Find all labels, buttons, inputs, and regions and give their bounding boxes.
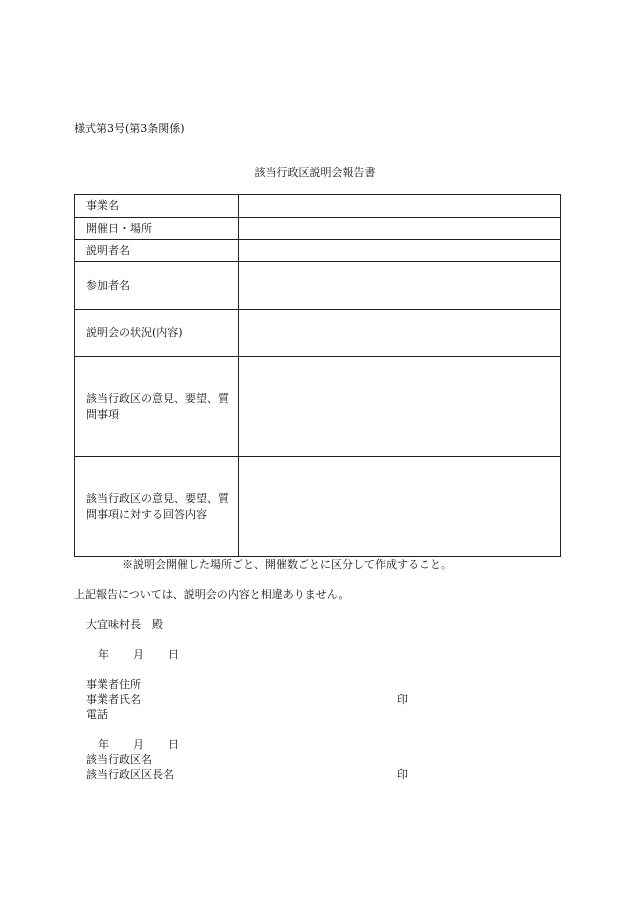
date-line-business <box>98 647 179 663</box>
table-row <box>75 240 561 262</box>
row-label-participants: 参加者名 <box>75 262 239 310</box>
form-number: 様式第3号(第3条関係) <box>74 122 185 135</box>
year-label: 年 <box>98 738 109 751</box>
business-name-label: 事業者氏名 <box>86 693 141 706</box>
row-value-participants[interactable] <box>239 262 561 310</box>
row-value-meeting-status[interactable] <box>239 310 561 357</box>
table-row <box>75 457 561 557</box>
business-address-label: 事業者住所 <box>86 678 141 691</box>
business-seal-mark: 印 <box>397 693 408 706</box>
table-row <box>75 310 561 357</box>
year-label: 年 <box>98 648 109 661</box>
date-line-district <box>98 737 179 753</box>
day-label: 日 <box>168 648 179 661</box>
addressee: 大宜味村長 殿 <box>86 618 163 631</box>
row-label-district-opinions: 該当行政区の意見、要望、質問事項 <box>75 357 239 457</box>
district-seal-mark: 印 <box>397 768 408 781</box>
row-label-project-name: 事業名 <box>75 195 239 218</box>
month-label: 月 <box>133 648 144 661</box>
table-row <box>75 218 561 240</box>
row-label-responses: 該当行政区の意見、要望、質問事項に対する回答内容 <box>75 457 239 557</box>
business-phone-label: 電話 <box>86 708 108 721</box>
district-chief-label: 該当行政区区長名 <box>86 768 174 781</box>
document-title: 該当行政区説明会報告書 <box>254 166 376 179</box>
row-label-presenter: 説明者名 <box>75 240 239 262</box>
district-name-label: 該当行政区名 <box>86 753 152 766</box>
table-row <box>75 262 561 310</box>
row-value-presenter[interactable] <box>239 240 561 262</box>
row-label-meeting-status: 説明会の状況(内容) <box>75 310 239 357</box>
day-label: 日 <box>168 738 179 751</box>
month-label: 月 <box>133 738 144 751</box>
report-table <box>74 194 561 557</box>
table-row <box>75 357 561 457</box>
row-value-district-opinions[interactable] <box>239 357 561 457</box>
confirmation-statement: 上記報告については、説明会の内容と相違ありません。 <box>74 588 350 601</box>
table-note: ※説明会開催した場所ごと、開催数ごとに区分して作成すること。 <box>122 558 452 571</box>
table-row <box>75 195 561 218</box>
row-value-responses[interactable] <box>239 457 561 557</box>
row-value-project-name[interactable] <box>239 195 561 218</box>
row-label-date-place: 開催日・場所 <box>75 218 239 240</box>
row-value-date-place[interactable] <box>239 218 561 240</box>
